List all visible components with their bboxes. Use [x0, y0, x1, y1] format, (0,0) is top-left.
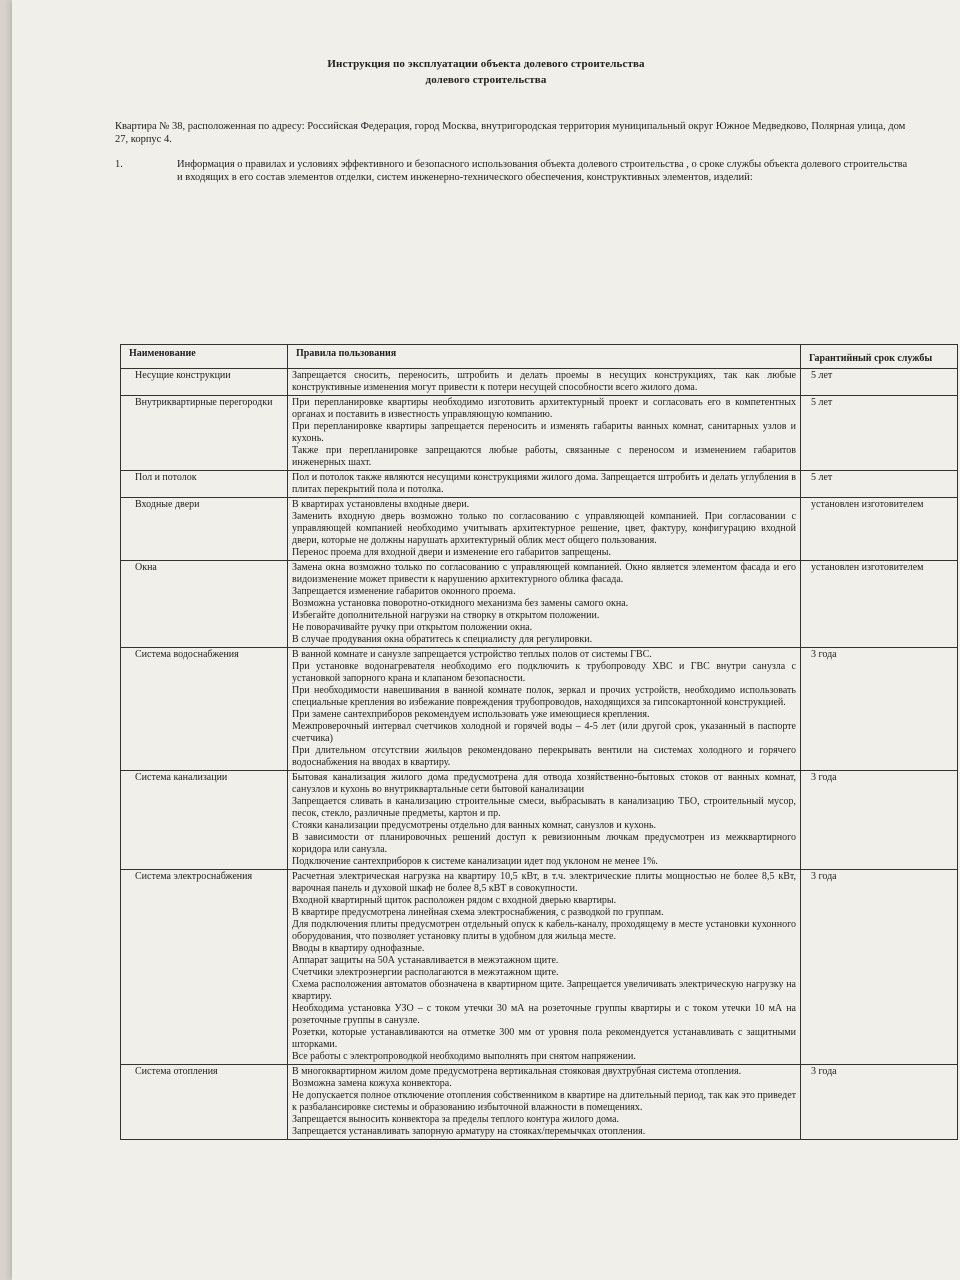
rule-line: Расчетная электрическая нагрузка на квартиру 10,5 кВт, в т.ч. электрические плиты мощностью не более 8,5 кВт, варочная панель и духовой шкаф не более 8,5 кВТ в совокупности.: [292, 871, 796, 894]
rule-line: Входной квартирный щиток расположен рядом с входной дверью квартиры.: [292, 895, 617, 906]
document-page: [12, 0, 960, 1280]
row-warranty-term: 5 лет: [801, 396, 958, 471]
rule-line: Не допускается полное отключение отопления собственником в квартире на длительный период, так как это приведет к разбалансировке системы и образованию избыточной влажности в помещениях.: [292, 1090, 796, 1113]
rule-line: В квартире предусмотрена линейная схема электроснабжения, с разводкой по группам.: [292, 907, 664, 918]
rule-line: Возможна установка поворотно-откидного механизма без замены самого окна.: [292, 598, 629, 609]
row-name: Система электроснабжения: [121, 870, 288, 1065]
rule-line: Для подключения плиты предусмотрен отдельный опуск к кабель-каналу, проходящему в месте установки кухонного оборудования, что позволяет установку плиты в удобном для жильца месте.: [292, 919, 796, 942]
table-row: [121, 870, 958, 1065]
rule-line: При необходимости навешивания в ванной комнате полок, зеркал и прочих устройств, необходимо использовать специальные крепления во избежание повреждения трубопроводов, находящихся за гипсокартонной конструкцией.: [292, 685, 796, 708]
rule-line: Замена окна возможно только по согласованию с управляющей компанией. Окно является элементом фасада и его видоизменение может привести к нарушению архитектурного облика фасада.: [292, 562, 796, 585]
rule-line: Избегайте дополнительной нагрузки на створку в открытом положении.: [292, 610, 600, 621]
rule-line: В случае продувания окна обратитесь к специалисту для регулировки.: [292, 634, 593, 645]
row-rules: [288, 369, 801, 396]
row-rules: [288, 498, 801, 561]
rule-line: В многоквартирном жилом доме предусмотрена вертикальная стояковая двухтрубная система отопления.: [292, 1066, 742, 1077]
row-name: Окна: [121, 561, 288, 648]
table-row: [121, 1065, 958, 1140]
rule-line: Межпроверочный интервал счетчиков холодной и горячей воды – 4-5 лет (или другой срок, указанный в паспорте счетчика): [292, 721, 796, 744]
rule-line: Запрещается сливать в канализацию строительные смеси, выбрасывать в канализацию ТБО, строительный мусор, песок, стекло, различные предметы, картон и пр.: [292, 796, 796, 819]
section-number: 1.: [115, 159, 123, 170]
rule-line: Пол и потолок также являются несущими конструкциями жилого дома. Запрещается штробить и делать углубления в плитах перекрытий пола и потолка.: [292, 472, 796, 495]
rule-line: В квартирах установлены входные двери.: [292, 499, 470, 510]
rule-line: Не поворачивайте ручку при открытом положении окна.: [292, 622, 533, 633]
table-body: [121, 369, 958, 1140]
rule-line: Запрещается изменение габаритов оконного проема.: [292, 586, 516, 597]
apartment-address: Квартира № 38, расположенная по адресу: Российская Федерация, город Москва, внутригородская территория муниципальный округ Южное Медведково, Полярная улица, дом 27, корпус 4.: [115, 121, 906, 145]
rule-line: Запрещается сносить, переносить, штробить и делать проемы в несущих конструкциях, так как любые конструктивные изменения могут привести к потери несущей способности всего жилого дома.: [292, 370, 796, 393]
row-rules: [288, 471, 801, 498]
rule-line: При установке водонагревателя необходимо его подключить к трубопроводу ХВС и ГВС внутри санузла с установкой запорного крана и клапаном безопасности.: [292, 661, 796, 684]
row-name: Входные двери: [121, 498, 288, 561]
rule-line: Аппарат защиты на 50А устанавливается в межэтажном щите.: [292, 955, 559, 966]
rule-line: Розетки, которые устанавливаются на отметке 300 мм от уровня пола рекомендуется устанавливать с защитными шторками.: [292, 1027, 796, 1050]
row-name: Система отопления: [121, 1065, 288, 1140]
header-name: Наименование: [121, 345, 288, 369]
rule-line: Необходима установка УЗО – с током утечки 30 мА на розеточные группы квартиры и с током утечки 10 мА на розеточные группы в санузле.: [292, 1003, 796, 1026]
row-warranty-term: установлен изготовителем: [801, 498, 958, 561]
rule-line: Запрещается устанавливать запорную арматуру на стояках/перемычках отопления.: [292, 1126, 646, 1137]
rule-line: Вводы в квартиру однофазные.: [292, 943, 425, 954]
row-name: Несущие конструкции: [121, 369, 288, 396]
table-row: [121, 369, 958, 396]
rule-line: При перепланировке квартиры необходимо изготовить архитектурный проект и согласовать его в компетентных органах и поставить в известность управляющую компанию.: [292, 397, 796, 420]
row-warranty-term: 5 лет: [801, 471, 958, 498]
rule-line: При перепланировке квартиры запрещается переносить и изменять габариты ванных комнат, санитарных узлов и кухонь.: [292, 421, 796, 444]
row-rules: [288, 561, 801, 648]
row-warranty-term: 5 лет: [801, 369, 958, 396]
rule-line: В зависимости от планировочных решений доступ к ревизионным лючкам предусмотрен из межквартирного коридора или санузла.: [292, 832, 796, 855]
maintenance-table: [120, 344, 958, 1140]
row-rules: [288, 396, 801, 471]
title-line-2: долевого строительства: [425, 74, 547, 86]
rule-line: Подключение сантехприборов к системе канализации идет под уклоном не менее 1%.: [292, 856, 658, 867]
row-warranty-term: 3 года: [801, 1065, 958, 1140]
header-term: Гарантийный срок службы: [801, 345, 958, 369]
rule-line: Заменить входную дверь возможно только по согласованию с управляющей компанией. При согласовании с управляющей компанией необходимо учитывать архитектурное решение, цвет, фактуру, конфигурацию входной двери, которые не должны нарушать архитектурный облик мест общего пользования.: [292, 511, 796, 546]
rule-line: В ванной комнате и санузле запрещается устройство теплых полов от системы ГВС.: [292, 649, 652, 660]
rule-line: Запрещается выносить конвектора за пределы теплого контура жилого дома.: [292, 1114, 620, 1125]
table-row: [121, 771, 958, 870]
row-rules: [288, 771, 801, 870]
rule-line: При длительном отсутствии жильцов рекомендовано перекрывать вентили на системах холодного и горячего водоснабжения на вводах в квартиру.: [292, 745, 796, 768]
table-row: [121, 561, 958, 648]
rule-line: Перенос проема для входной двери и изменение его габаритов запрещены.: [292, 547, 611, 558]
title-line-1: Инструкция по эксплуатации объекта долевого строительства: [327, 58, 645, 70]
rule-line: Стояки канализации предусмотрены отдельно для ванных комнат, санузлов и кухонь.: [292, 820, 656, 831]
row-warranty-term: 3 года: [801, 771, 958, 870]
table-row: [121, 471, 958, 498]
table-row: [121, 498, 958, 561]
rule-line: Бытовая канализация жилого дома предусмотрена для отвода хозяйственно-бытовых стоков от ванных комнат, санузлов и кухонь во внутриквартальные сети бытовой канализации: [292, 772, 796, 795]
row-rules: [288, 870, 801, 1065]
document-title: [12, 56, 960, 88]
row-name: Пол и потолок: [121, 471, 288, 498]
rule-line: Счетчики электроэнергии располагаются в межэтажном щите.: [292, 967, 559, 978]
row-warranty-term: 3 года: [801, 870, 958, 1065]
row-warranty-term: установлен изготовителем: [801, 561, 958, 648]
header-rules: Правила пользования: [288, 345, 801, 369]
row-name: Внутриквартирные перегородки: [121, 396, 288, 471]
table-header-row: [121, 345, 958, 369]
rule-line: Также при перепланировке запрещаются любые работы, связанные с переносом и изменением габаритов инженерных шахт.: [292, 445, 796, 468]
row-warranty-term: 3 года: [801, 648, 958, 771]
rule-line: При замене сантехприборов рекомендуем использовать уже имеющиеся крепления.: [292, 709, 650, 720]
section-text: Информация о правилах и условиях эффективного и безопасного использования объекта долевого строительства , о сроке службы объекта долевого строительства и входящих в его состав элементов отделки, систем инженерно-технического обеспечения, конструктивных элементов, изделий:: [177, 159, 908, 183]
table-row: [121, 648, 958, 771]
rule-line: Схема расположения автоматов обозначена в квартирном щите. Запрещается увеличивать электрическую нагрузку на квартиру.: [292, 979, 796, 1002]
row-rules: [288, 1065, 801, 1140]
row-name: Система канализации: [121, 771, 288, 870]
row-rules: [288, 648, 801, 771]
rule-line: Все работы с электропроводкой необходимо выполнять при снятом напряжении.: [292, 1051, 636, 1062]
section-1: [115, 158, 915, 184]
row-name: Система водоснабжения: [121, 648, 288, 771]
rule-line: Возможна замена кожуха конвектора.: [292, 1078, 452, 1089]
table-row: [121, 396, 958, 471]
